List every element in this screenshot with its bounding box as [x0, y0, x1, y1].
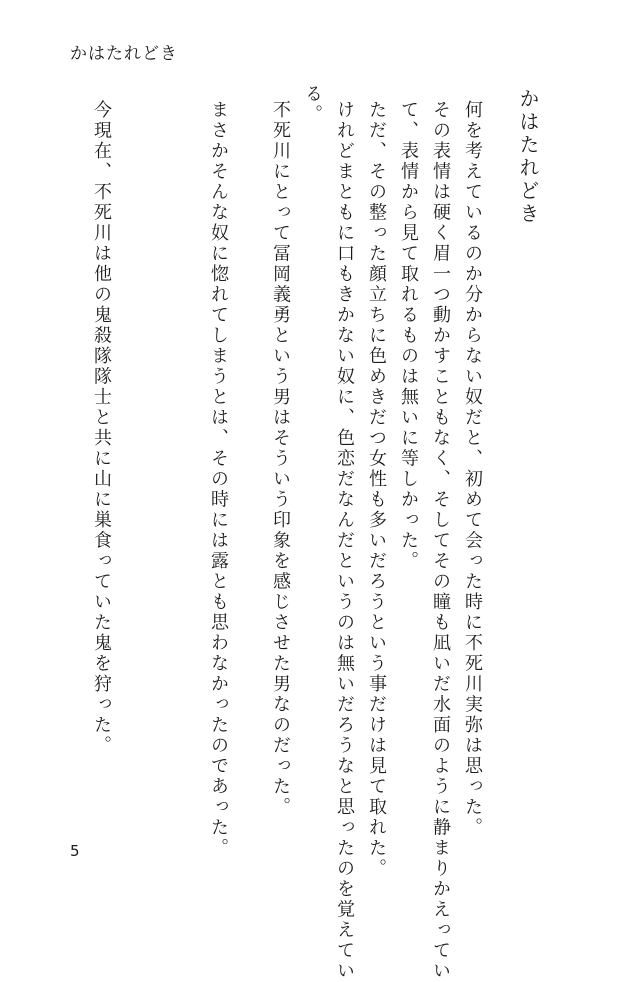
text-line: 不死川にとって冨岡義勇という男はそういう印象を感じさせた男なのだった。: [270, 100, 291, 818]
text-line: ただ、その整った顔立ちに色めきだつ女性も多いだろうという事だけは見て取れた。: [366, 100, 387, 879]
text-line: 今現在、不死川は他の鬼殺隊隊士と共に山に巣食っていた鬼を狩った。: [91, 100, 112, 756]
running-header: かはたれどき: [70, 44, 178, 64]
text-line: て、表情から見て取れるものは無いに等しかった。: [398, 100, 419, 572]
text-line: 何を考えているのか分からない奴だと、初めて会った時に不死川実弥は思った。: [462, 100, 483, 838]
text-line: まさかそんな奴に惚れてしまうとは、その時には露とも思わなかったのであった。: [208, 100, 229, 859]
text-line: る。: [302, 84, 323, 125]
chapter-title: かはたれどき: [516, 88, 540, 226]
text-line: その表情は硬く眉一つ動かすこともなく、そしてその瞳も凪いだ水面のように静まりかえってい: [430, 100, 451, 982]
page-number: 5: [70, 842, 80, 860]
text-line: けれどまともに口もきかない奴に、色恋だなんだというのは無いだろうなと思ったのを覚えてい: [334, 100, 355, 982]
